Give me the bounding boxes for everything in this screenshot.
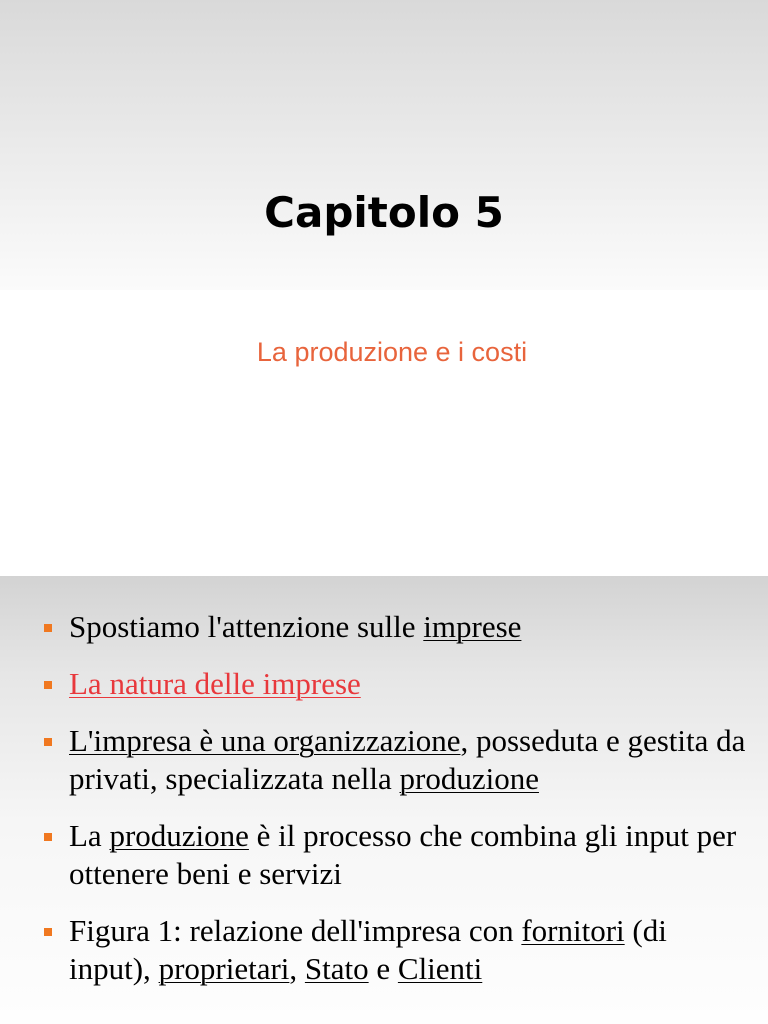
bullet-text: Figura 1: relazione dell'impresa con xyxy=(69,913,522,948)
link-stato[interactable]: Stato xyxy=(304,951,369,986)
bullet-text: Spostiamo l'attenzione sulle xyxy=(69,609,424,644)
link-fornitori[interactable]: fornitori xyxy=(521,913,625,948)
square-bullet-icon xyxy=(44,833,52,841)
link-produzione[interactable]: produzione xyxy=(399,761,539,796)
square-bullet-icon xyxy=(44,681,52,689)
bullet-item xyxy=(0,665,768,703)
slide-content xyxy=(0,576,768,1024)
bullet-item xyxy=(0,722,768,798)
link-natura-imprese[interactable]: La natura delle imprese xyxy=(69,666,361,701)
link-produzione[interactable]: produzione xyxy=(109,818,249,853)
bullet-text: , xyxy=(289,951,305,986)
link-clienti[interactable]: Clienti xyxy=(397,951,483,986)
bullet-text: (di input), xyxy=(69,913,667,986)
bullet-item xyxy=(0,912,768,988)
header-band xyxy=(0,0,768,290)
bullet-text: e xyxy=(368,951,398,986)
bullet-text: è il processo che combina gli input per ottenere beni e servizi xyxy=(69,818,737,891)
link-impresa-organizzazione[interactable]: L'impresa è una organizzazione xyxy=(69,723,461,758)
bullet-list xyxy=(0,608,768,1007)
bullet-item xyxy=(0,817,768,893)
bullet-text: , posseduta e gestita da privati, specializzata nella xyxy=(69,723,746,796)
square-bullet-icon xyxy=(44,928,52,936)
link-proprietari[interactable]: proprietari xyxy=(158,951,290,986)
link-imprese[interactable]: imprese xyxy=(423,609,522,644)
slide-subtitle: La produzione e i costi xyxy=(256,337,528,367)
bullet-item xyxy=(0,608,768,646)
slide-title-heading: Capitolo 5 xyxy=(264,188,504,237)
bullet-text: La xyxy=(69,818,110,853)
square-bullet-icon xyxy=(44,624,52,632)
square-bullet-icon xyxy=(44,738,52,746)
